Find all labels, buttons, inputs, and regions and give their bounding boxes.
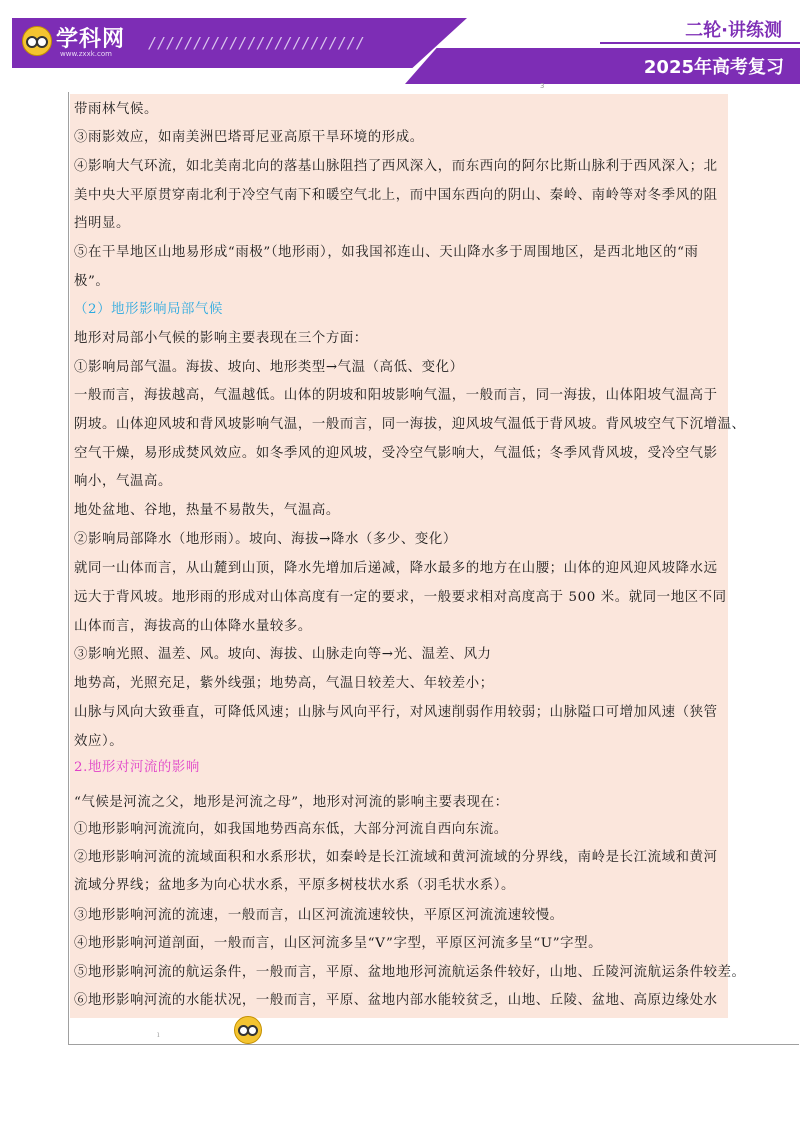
- text-line: 就同一山体而言，从山麓到山顶，降水先增加后递减，降水最多的地方在山腰；山体的迎风迎风坡降水远: [74, 561, 718, 576]
- logo-mascot-icon: [22, 26, 52, 56]
- text-line: 极”。: [74, 274, 110, 289]
- text-line: ②影响局部降水（地形雨）。坡向、海拔→降水（多少、变化）: [74, 532, 457, 547]
- text-line: ⑤在干旱地区山地易形成“雨极”（地形雨），如我国祁连山、天山降水多于周围地区，是西北地区的“雨: [74, 245, 699, 260]
- text-line: 美中央大平原贯穿南北利于冷空气南下和暖空气北上，而中国东西向的阴山、秦岭、南岭等对冬季风的阻: [74, 188, 718, 203]
- text-line: ③雨影效应，如南美洲巴塔哥尼亚高原干旱环境的形成。: [74, 130, 424, 145]
- text-line: ⑤地形影响河流的航运条件，一般而言，平原、盆地地形河流航运条件较好，山地、丘陵河流航运条件较差。: [74, 965, 746, 980]
- text-line: ⑥地形影响河流的水能状况，一般而言，平原、盆地内部水能较贫乏，山地、丘陵、盆地、高原边缘处水: [74, 993, 718, 1008]
- text-line: 响小，气温高。: [74, 474, 172, 489]
- text-line: 效应）。: [74, 734, 124, 749]
- page-header: [0, 12, 800, 78]
- text-line: 地形对局部小气候的影响主要表现在三个方面：: [74, 331, 368, 346]
- text-line: 阴坡。山体迎风坡和背风坡影响气温，一般而言，同一海拔，迎风坡气温低于背风坡。背风坡空气下沉增温、: [74, 417, 746, 432]
- text-line: ②地形影响河流的流域面积和水系形状，如秦岭是长江流域和黄河流域的分界线，南岭是长江流域和黄河: [74, 850, 718, 865]
- footer-mascot-icon: [234, 1016, 262, 1044]
- text-line: 远大于背风坡。地形雨的形成对山体高度有一定的要求，一般要求相对高度高于 500 米。就同一地区不同: [74, 590, 727, 605]
- text-line: ①影响局部气温。海拔、坡向、地形类型→气温（高低、变化）: [74, 360, 464, 375]
- text-line: ①地形影响河流流向，如我国地势西高东低，大部分河流自西向东流。: [74, 822, 508, 837]
- header-decoration: ////////////////////////: [148, 34, 365, 52]
- series-label: 二轮·讲练测: [685, 20, 782, 41]
- text-line: ③影响光照、温差、风。坡向、海拔、山脉走向等→光、温差、风力: [74, 647, 492, 662]
- exam-label: 2025年高考复习: [643, 57, 784, 78]
- text-line: 地处盆地、谷地，热量不易散失，气温高。: [74, 503, 340, 518]
- page-number: 3: [540, 82, 545, 90]
- text-line: 挡明显。: [74, 216, 130, 231]
- text-line: 山脉与风向大致垂直，可降低风速；山脉与风向平行，对风速削弱作用较弱；山脉隘口可增加风速（狭管: [74, 705, 718, 720]
- text-line: 带雨林气候。: [74, 102, 158, 117]
- text-line: ④地形影响河道剖面，一般而言，山区河流多呈“V”字型，平原区河流多呈“U”字型。: [74, 936, 603, 951]
- text-line: ④影响大气环流，如北美南北向的落基山脉阻挡了西风深入，而东西向的阿尔比斯山脉利于西风深入；北: [74, 159, 718, 174]
- text-line: 空气干燥，易形成焚风效应。如冬季风的迎风坡，受冷空气影响大，气温低；冬季风背风坡，受冷空气影: [74, 446, 718, 461]
- footer-mark: ı: [157, 1030, 160, 1039]
- logo-text: 学科网: [56, 27, 126, 52]
- text-line: 流域分界线；盆地多为向心状水系，平原多树枝状水系（羽毛状水系）。: [74, 878, 515, 893]
- text-line: 山体而言，海拔高的山体降水量较多。: [74, 619, 312, 634]
- text-line: 地势高，光照充足，紫外线强；地势高，气温日较差大、年较差小；: [74, 676, 494, 691]
- logo-url: www.zxxk.com: [60, 50, 112, 58]
- text-line: ③地形影响河流的流速，一般而言，山区河流流速较快，平原区河流流速较慢。: [74, 908, 564, 923]
- text-line: 一般而言，海拔越高，气温越低。山体的阴坡和阳坡影响气温，一般而言，同一海拔，山体阳坡气温高于: [74, 388, 718, 403]
- text-line: “气候是河流之父，地形是河流之母”，地形对河流的影响主要表现在：: [74, 795, 509, 810]
- subsection-heading: （2）地形影响局部气候: [74, 302, 224, 317]
- series-underline: [600, 42, 800, 44]
- section-heading: 2.地形对河流的影响: [74, 760, 200, 775]
